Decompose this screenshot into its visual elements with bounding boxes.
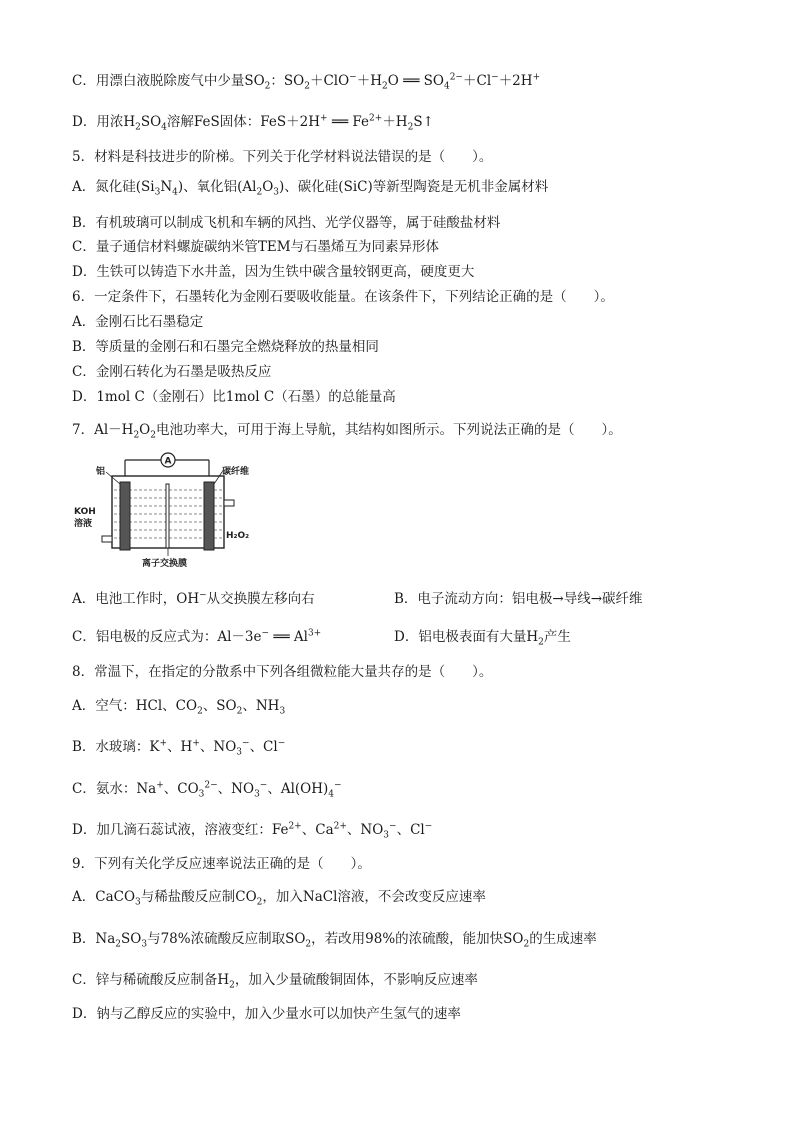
battery-diagram [72,450,250,568]
line-q5b: B．有机玻璃可以制成飞机和车辆的风挡、光学仪器等，属于硅酸盐材料 [72,215,501,231]
line-q4c: C．用漂白液脱除废气中少量$SO_2$：$SO_2+ClO^-+H_2O$ ══ $SO_4^{2-}+Cl^-+2H^+$ [72,72,541,92]
label-membrane: 离子交换膜 [142,559,188,568]
line-q9: 9．下列有关化学反应速率说法正确的是（ ）。 [72,856,371,872]
ammeter-label: A [164,456,172,467]
inlet-pipe [102,536,112,542]
ion-exchange-membrane [166,484,169,548]
label-aluminum: 铝 [96,467,106,477]
label-koh: KOH [74,507,96,517]
line-q6d: D．1mol C（金刚石）比1mol C（石墨）的总能量高 [72,389,396,405]
line-q6a: A．金刚石比石墨稳定 [72,314,204,330]
line-q5c: C．量子通信材料螺旋碳纳米管TEM与石墨烯互为同素异形体 [72,239,440,255]
line-q9c: C．锌与稀硫酸反应制备$H_2$，加入少量硫酸铜固体，不影响反应速率 [72,972,478,991]
line-q8b: B．水玻璃：K+、H+、$NO_3^-$、Cl− [72,738,286,758]
line-q9d: D．钠与乙醇反应的实验中，加入少量水可以加快产生氢气的速率 [72,1006,461,1022]
line-q8c: C．氨水：Na+、$CO_3^{2-}$、$NO_3^-$、$Al(OH)_4^-$ [72,780,342,800]
line-q9a: A．CaCO$_3$与稀盐酸反应制$CO_2$，加入NaCl溶液，不会改变反应速率 [72,889,486,908]
aluminum-electrode [120,482,130,550]
line-q5d: D．生铁可以铸造下水井盖，因为生铁中碳含量较钢更高，硬度更大 [72,264,475,280]
line-q8d: D．加几滴石蕊试液，溶液变红：$Fe^{2+}$、$Ca^{2+}$、$NO_3^-$、Cl− [72,821,433,841]
line-q6: 6．一定条件下，石墨转化为金刚石要吸收能量。在该条件下，下列结论正确的是（ ）。 [72,289,614,305]
line-q8: 8．常温下，在指定的分散系中下列各组微粒能大量共存的是（ ）。 [72,664,493,680]
label-h2o2: H₂O₂ [226,531,250,541]
line-q6b: B．等质量的金刚石和石墨完全燃烧释放的热量相同 [72,339,379,355]
line-q8a: A．空气：HCl、$CO_2$、$SO_2$、$NH_3$ [72,698,286,717]
option-q7b: B．电子流动方向：铝电极→导线→碳纤维 [394,591,643,607]
label-solution: 溶液 [74,519,93,529]
line-q4d: D．用浓$H_2SO_4$溶解FeS固体：FeS＋2H+ ══ $Fe^{2+}+H_2S↑$ [72,113,434,133]
line-q7c: C．铝电极的反应式为：Al－3e− ══ $Al^{3+}$ [72,628,322,645]
label-carbon-fiber: 碳纤维 [222,467,250,477]
carbon-fiber-electrode [204,482,214,550]
line-q9b: B．$Na_2SO_3$与78%浓硫酸反应制取$SO_2$，若改用98%的浓硫酸，能加快$SO_2$的生成速率 [72,931,597,950]
line-q5: 5．材料是科技进步的阶梯。下列关于化学材料说法错误的是（ ）。 [72,149,493,165]
line-q6c: C．金刚石转化为石墨是吸热反应 [72,364,272,380]
option-q7d: D．铝电极表面有大量$H_2$产生 [394,629,571,648]
line-q5a: A．氮化硅$(Si_3N_4)$、氧化铝$(Al_2O_3)$、碳化硅(SiC)等新型陶瓷是无机非金属材料 [72,179,549,198]
line-q7a: A．电池工作时，OH−从交换膜左移向右 [72,590,315,607]
outlet-pipe [224,500,234,506]
line-q7: 7．$Al-H_2O_2$电池功率大，可用于海上导航，其结构如图所示。下列说法正确的是（ ）。 [72,422,622,441]
